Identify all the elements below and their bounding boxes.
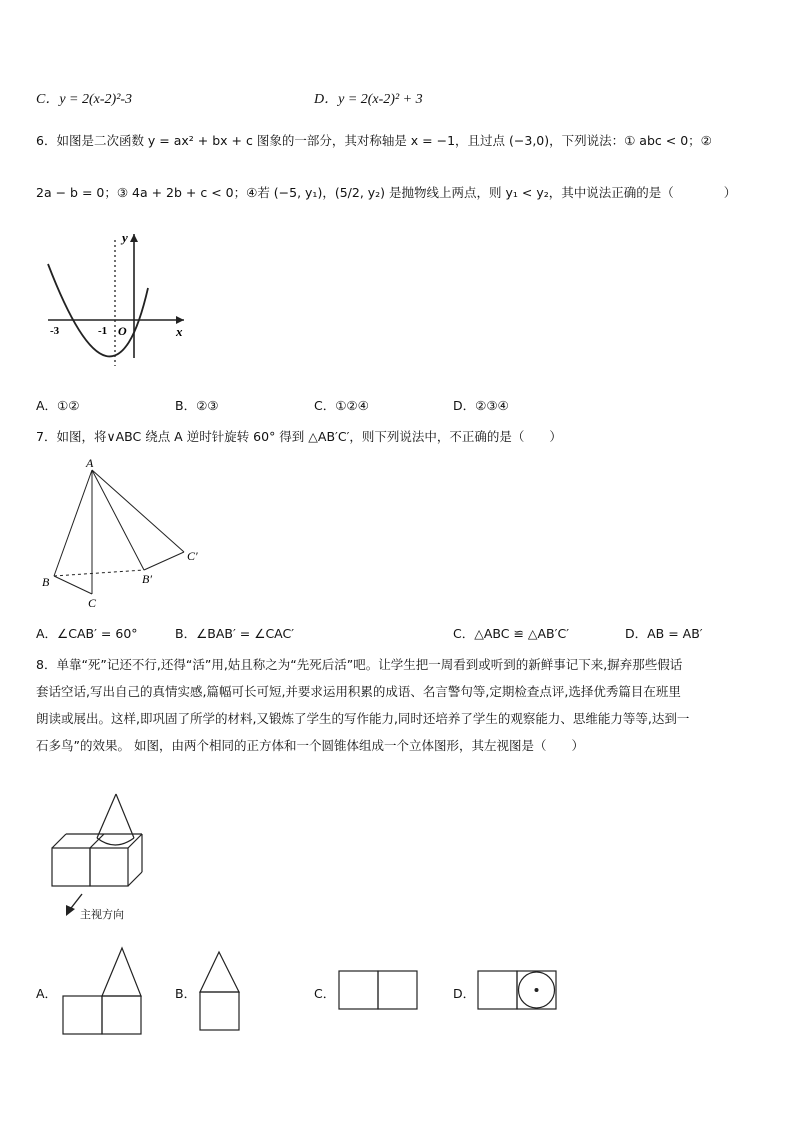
q8-option-d-letter: D．: [453, 986, 476, 1001]
q8-option-d-figure: [477, 970, 559, 1012]
q5-option-d: D．y = 2(x-2)² + 3: [314, 92, 423, 107]
left-cube-front-face: [52, 848, 90, 886]
segment-bb-prime-dashed: [54, 570, 144, 576]
segment-ab-prime: [92, 470, 144, 570]
q6-parabola-graph: [40, 226, 200, 374]
view-square: [339, 971, 378, 1009]
parabola-curve: [48, 264, 148, 356]
q6-option-d: D．②③④: [453, 398, 509, 413]
q8-option-c-letter: C．: [314, 986, 336, 1001]
view-square: [378, 971, 417, 1009]
q7-option-b: B．∠BAB′ = ∠CAC′: [175, 626, 295, 641]
q7-rotation-figure: [36, 452, 216, 612]
x-axis-label: x: [176, 324, 183, 339]
q8-stem-line: 石多鸟”的效果。 如图，由两个相同的正方体和一个圆锥体组成一个立体图形，其左视图是（ ）: [36, 738, 584, 753]
segment-bc: [54, 576, 92, 594]
q8-option-c-figure: [338, 970, 420, 1012]
cone-left-edge: [97, 794, 116, 838]
front-view-direction-label: 主视方向: [80, 908, 124, 921]
tick-neg1: -1: [98, 325, 108, 337]
segment-b-prime-c-prime: [144, 552, 184, 570]
cube-side-edge: [128, 872, 142, 886]
view-triangle: [200, 952, 239, 992]
view-square: [200, 992, 239, 1030]
q6-option-b: B．②③: [175, 398, 219, 413]
cube-top-edge: [52, 834, 66, 848]
q8-stem-line: 8．单靠“死”记还不行,还得“活”用,姑且称之为“先死后活”吧。让学生把一周看到或听到的新鲜事记下来,摒弃那些假话: [36, 657, 683, 672]
tick-neg3: -3: [50, 325, 60, 337]
label-c: C: [88, 596, 97, 610]
q6-option-c: C．①②④: [314, 398, 369, 413]
q7-stem: 7．如图，将∨ABC 绕点 A 逆时针旋转 60° 得到 △AB′C′，则下列说法中，不正确的是（ ）: [36, 429, 562, 444]
view-square: [102, 996, 141, 1034]
q7-option-a: A．∠CAB′ = 60°: [36, 626, 138, 641]
label-a: A: [86, 456, 94, 470]
q6-stem-line1: 6．如图是二次函数 y = ax² + bx + c 图象的一部分，其对称轴是 x = −1，且过点 (−3,0)，下列说法：① abc < 0；②: [36, 133, 712, 148]
q8-option-a-letter: A．: [36, 986, 58, 1001]
q7-option-c: C．△ABC ≌ △AB′C′: [453, 626, 570, 641]
origin-label: O: [118, 324, 127, 338]
label-b-prime: B′: [142, 572, 152, 586]
q8-stem: [36, 651, 758, 759]
view-center-dot: [535, 988, 539, 992]
q8-option-b-letter: B．: [175, 986, 197, 1001]
segment-ab: [54, 470, 92, 576]
cone-right-edge: [116, 794, 134, 838]
right-cube-front-face: [90, 848, 128, 886]
view-triangle: [102, 948, 141, 996]
cone-base-arc: [97, 838, 134, 845]
view-square: [63, 996, 102, 1034]
q6-option-a: A．①②: [36, 398, 80, 413]
q7-option-d: D．AB = AB′: [625, 626, 703, 641]
view-square: [478, 971, 517, 1009]
direction-arrow-icon: [66, 905, 75, 916]
label-b: B: [42, 575, 50, 589]
q8-stem-line: 套话空话,写出自己的真情实感,篇幅可长可短,并要求运用积累的成语、名言警句等,定期检查点评,选择优秀篇目在班里: [36, 684, 681, 699]
y-axis-arrow-icon: [130, 234, 138, 242]
y-axis-label: y: [122, 230, 128, 245]
q8-option-b-figure: [198, 950, 242, 1034]
q8-option-a-figure: [62, 945, 144, 1037]
segment-ac-prime: [92, 470, 184, 552]
q5-option-c: C．y = 2(x-2)²-3: [36, 92, 133, 107]
label-c-prime: C′: [187, 549, 198, 563]
q8-stem-line: 朗读或展出。这样,即巩固了所学的材料,又锻炼了学生的写作能力,同时还培养了学生的观察能力、思维能力等等,达到一: [36, 711, 690, 726]
q6-stem-line2: 2a − b = 0；③ 4a + 2b + c < 0；④若 (−5, y₁)，(5/2, y₂) 是抛物线上两点，则 y₁ < y₂，其中说法正确的是（ ）: [36, 185, 737, 200]
x-axis-arrow-icon: [176, 316, 184, 324]
